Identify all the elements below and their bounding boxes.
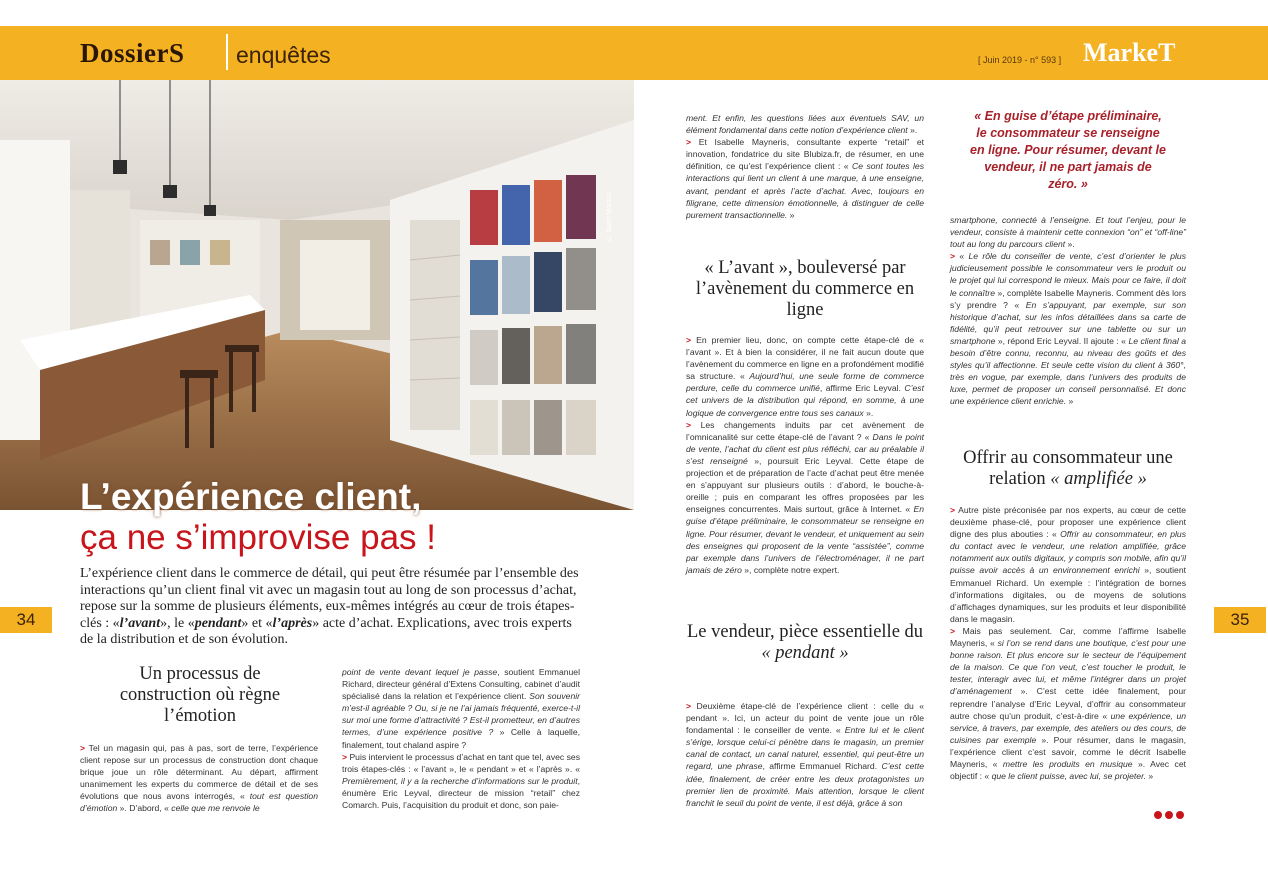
end-of-article-dots-icon (1154, 806, 1187, 824)
page-number-left: 34 (0, 607, 52, 633)
article-title-line-2: ça ne s’improvise pas ! (80, 518, 436, 557)
brand-logo: MarkeT (1083, 38, 1176, 67)
body-text: Les changements induits par cet avènement de l’omnicanalité sur cette étape-clé de l’avant ? « (686, 419, 924, 442)
body-text: Tel un magasin qui, pas à pas, sort de terre, l’expérience client repose sur un processus de construction dont chaque brique joue un rôle déterminant. Au départ, affirment unanimement les experts du commerce de détail et de ses évolutions que nous avons interrogés, « (80, 743, 318, 802)
body-text: » (789, 209, 795, 220)
body-quote: mettre les produits en musique (1002, 758, 1133, 769)
column-3-bottom: > Deuxième étape-clé de l’expérience client : celle du « pendant ». Ici, un acteur du point de vente joue un rôle fondamental : le conseiller de vente. « Entre lui et le client s’érige, lorsque celui-ci pénètre dans le magasin, un premier canal de contact, un canal naturel, essentiel, qui peut-être un regard, une phrase, affirme Emmanuel Richard. C’est cette idée, finalement, de créer entre les deux protagonistes un premier lien de proximité. Mais attention, lorsque le client franchit le seuil du point de vente, il est déjà, grâce à son (686, 701, 924, 808)
lead-text: », le « (160, 615, 195, 631)
body-quote: que le client puisse, avec lui, se projeter. (991, 771, 1147, 782)
body-text: , soutient Emmanuel Richard, directeur général d’Extens Consulting, cabinet d’audit spécialisé dans la relation et l’expérience client. (342, 667, 580, 702)
subhead-text: Offrir au consommateur une relation (963, 448, 1173, 489)
subhead-offrir (950, 448, 1186, 490)
body-quote: Le rôle du conseiller de vente, c’est d’orienter le plus judicieusement possible le consommateur vers le produit ou le projet qui lui correspond le mieux. Mais pour ce faire, il doit le connaître (950, 251, 1186, 298)
photo-illustration (0, 80, 634, 510)
body-quote: C’est cette idée, finalement, de créer entre les deux protagonistes un premier lien de proximité. Mais attention, lorsque le client franchit le seuil du point de vente, il est déjà, grâce à son (686, 761, 924, 808)
subsection-title: enquêtes (236, 42, 331, 68)
body-text: » (1148, 771, 1154, 782)
store-interior-photo (0, 80, 634, 510)
body-text: , affirme Eric Leyval. (819, 383, 901, 394)
body-quote: tout est question d’émotion (80, 791, 318, 814)
column-4-bottom: > Autre piste préconisée par nos experts, au cœur de cette deuxième phase-clé, pour proposer une expérience client digne des plus abouties : « Offrir au consommateur, en plus du contact avec le vendeur, une relation amplifiée, grâce notamment aux outils digitaux, y compris son mobile, afin qu’il puisse avoir accès à un environnement enrichi », soutient Emmanuel Richard. Un exemple : l’intégration de bornes d’informations digitales, ou de moyens de solutions d’affichages dynamiques, sur les produits et leur disponibilité dans le magasin. > Mais pas seulement. Car, comme l’affirme Isabelle Mayneris, « si l’on se rend dans une boutique, c’est pour une bonne raison. Et plus encore sur le secteur de l’équipement de la maison. Ce que l’on veut, c’est toucher le produit, le tester, interagir avec lui, et même l’intégrer dans un projet d’aménagement ». C’est cette idée finalement, pour reprendre l’analyse d’Eric Leyval, d’offrir au consommateur autre chose qu’un produit, c’est-à-dire « une expérience, un service, à travers, par exemple, des ateliers ou des cours, de cuisines par exemple ». Pour résumer, dans le magasin, l’expérience client c’est savoir, comme le décrit Isabelle Mayneris, « mettre les produits en musique ». Avec cet objectif : « que le client puisse, avec lui, se projeter. » (950, 505, 1187, 782)
page-number-right: 35 (1214, 607, 1266, 633)
body-quote: Aujourd’hui, une seule forme de commerce perdure, celle du commerce unifié (686, 371, 925, 394)
article-lead (80, 566, 580, 649)
column-1: > Tel un magasin qui, pas à pas, sort de terre, l’expérience client repose sur un processus de construction dont chaque brique joue un rôle déterminant. Au départ, affirment unanimement les experts du commerce de détail et de ses évolutions que nous avons interrogés, « tout est question d’émotion ». D’abord, « celle que me renvoie le (80, 743, 318, 814)
issue-label: [ Juin 2019 - n° 593 ] (978, 55, 1062, 65)
body-text: ». Avec cet objectif : « (950, 758, 1186, 782)
body-quote: En guise d’étape préliminaire, le consommateur se renseigne en ligne. Pour résumer, devant le vendeur, et uniquement au sein des enseignes qui proposent de la vente “assistée”, comme par exemple dans l’univers de l’électroménager, il ne part jamais de zéro (686, 504, 924, 575)
body-text: Autre piste préconisée par nos experts, au cœur de cette deuxième phase-clé, pour proposer une expérience client digne des plus abouties : « (950, 505, 1186, 540)
body-quote: smartphone, connecté à l’enseigne. Et tout l’enjeu, pour le vendeur, consiste à maintenir cette connexion “on” et “off-line” tout au long du parcours client (950, 215, 1186, 250)
body-quote: Entre lui et le client s’érige, lorsque celui-ci pénètre dans le magasin, un premier canal de contact, un canal naturel, essentiel, qui peut-être un regard, une phrase (686, 725, 924, 772)
section-title: DossierS (80, 38, 185, 68)
body-quote: En s’appuyant, par exemple, sur son historique d’achat, sur les infos détaillées dans sa carte de fidélité, qu’il peut retrouver sur une tablette ou sur un smartphone (950, 299, 1186, 346)
lead-text: L’expérience client dans le commerce de détail, qui peut être résumée par l’ensemble des interactions qu’un client final vit avec un magasin tout au long de son processus d’achat, repose sur la somme de plusieurs éléments, eux-mêmes intégrés au cœur de trois étapes-clés : « (80, 566, 579, 631)
body-quote: Ce sont toutes les interactions qui lient un client à une marque, à une enseigne, avant, pendant et après l’acte d’achat. Avec, toujours en filigrane, cette dimension émotionnelle, à distinguer de celle purement transactionnelle. (686, 161, 924, 220)
body-quote: point de vente devant lequel je passe (342, 667, 498, 677)
column-3-middle: > En premier lieu, donc, on compte cette étape-clé de « l’avant ». Et à bien la considérer, il ne fait aucun doute que l’avènement du commerce en ligne en a profondément modifié sa structure. « Aujourd’hui, une seule forme de commerce perdure, celle du commerce unifié, affirme Eric Leyval. C’est cet univers de la distribution qui répond, en somme, à une logique de convergence entre tous ses canaux ». > Les changements induits par cet avènement de l’omnicanalité sur cette étape-clé de l’avant ? « Dans le point de vente, l’achat du client est plus réfléchi, car au préalable il s’est renseigné », poursuit Eric Leyval. Cette étape de projection et de préparation de l’acte d’achat peut être menée en s’appuyant sur plusieurs outils : d’abord, le bouche-à-oreille ; puis en comparant les offres proposées par les enseignes concurrentes. Mais surtout, grâce à Internet. « En guise d’étape préliminaire, le consommateur se renseigne en ligne. Pour résumer, devant le vendeur, et uniquement au sein des enseignes qui proposent de la vente “assistée”, comme par exemple dans l’univers de l’électroménager, il ne part jamais de zéro », complète notre expert. (686, 335, 925, 575)
body-text: , énumère Eric Leyval, directeur de mission “retail” chez Comarch. Puis, l’acquisition du produit et donc, son paie- (342, 775, 580, 811)
body-quote: Son souvenir m’est-il agréable ? Ou, si je ne l’ai jamais fréquenté, exerce-t-il sur moi une forme d’attractivité ? Est-il prometteur, en d’autres termes, d’une expérience positive ? (342, 691, 580, 738)
header-band (0, 26, 1268, 80)
body-text: , affirme Emmanuel Richard. (762, 761, 878, 772)
body-text: », complète notre expert. (744, 564, 840, 575)
body-text: En premier lieu, donc, on compte cette étape-clé de « l’avant ». Et à bien la considérer, il ne fait aucun doute que l’avènement du commerce en ligne en a profondément modifié sa structure. « (686, 335, 925, 382)
column-4-top: smartphone, connecté à l’enseigne. Et tout l’enjeu, pour le vendeur, consiste à maintenir cette connexion “on” et “off-line” tout au long du parcours client ». > « Le rôle du conseiller de vente, c’est d’orienter le plus judicieusement possible le consommateur vers le produit ou le projet qui lui correspond le mieux. Mais pour ce faire, il doit le connaître », complète Isabelle Mayneris. Comment dès lors s’y prendre ? « En s’appuyant, par exemple, sur son historique d’achat, sur les infos détaillées dans sa carte de fidélité, qu’il peut retrouver sur une tablette ou sur un smartphone », répond Eric Leyval. Il ajoute : « Le client final a besoin d’être connu, reconnu, au niveau des goûts et des styles qu’il affectionne. Et seule cette vision du client à 360°, très en vogue, par exemple, dans l’univers des produits de luxe, permet de proposer un conseil personnalisé. Et donc une expérience client enrichie. » (950, 215, 1187, 407)
photo-credit: © Saint Maclou (606, 192, 613, 242)
body-text: ». (866, 407, 874, 418)
body-quote: celle que me renvoie le (171, 803, 260, 814)
body-text: ». (1067, 239, 1075, 250)
body-text: Puis intervient le processus d’achat en tant que tel, avec ses trois étapes-clés : « l’avant », le « pendant » et « l’après ». « (342, 751, 580, 774)
body-quote: Le client final a besoin d’être connu, reconnu, au niveau des goûts et des styles qu’il affectionne. Et seule cette vision du client à 360°, très en vogue, par exemple, dans l’univers des produits de luxe, permet de proposer un conseil personnalisé. Et donc une expérience client enrichie. (950, 335, 1187, 407)
subhead-emphasis: « pendant » (761, 643, 849, 663)
body-quote: si l’on se rend dans une boutique, c’est pour une bonne raison. Et plus encore sur le secteur de l’équipement de la maison. Ce que l’on veut, c’est toucher le produit, le tester, interagir avec lui, et même l’intégrer dans un projet d’aménagement (950, 638, 1186, 697)
lead-emphasis: l’après (272, 615, 313, 631)
column-2: point de vente devant lequel je passe, soutient Emmanuel Richard, directeur général d’Extens Consulting, cabinet d’audit spécialisé dans la relation et l’expérience client. Son souvenir m’est-il agréable ? Ou, si je ne l’ai jamais fréquenté, exerce-t-il sur moi une forme d’attractivité ? Est-il prometteur, en d’autres termes, d’une expérience positive ? » Celle à laquelle, finalement, tout chaland aspire ? > Puis intervient le processus d’achat en tant que tel, avec ses trois étapes-clés : « l’avant », le « pendant » et « l’après ». « Premièrement, il y a la recherche d’informations sur le produit, énumère Eric Leyval, directeur de mission “retail” chez Comarch. Puis, l’acquisition du produit et donc, son paie- (342, 667, 580, 811)
lead-text: » acte d’achat. Explications, avec trois experts de la distribution et de son évolution. (80, 615, 572, 647)
lead-emphasis: l’avant (119, 615, 161, 631)
body-text: » (1068, 396, 1074, 407)
body-text: Et Isabelle Mayneris, consultante experte “retail” et innovation, fondatrice du site Blubiza.fr, de résumer, en une définition, ce qu’est l’expérience client : « (686, 137, 925, 172)
subhead-construction: Un processus de construction où règne l’émotion (119, 664, 281, 726)
body-text: », répond Eric Leyval. Il ajoute : « (997, 335, 1126, 346)
article-title-line-1: L’expérience client, (80, 476, 422, 517)
body-quote: Premièrement, il y a la recherche d’informations sur le produit (342, 775, 578, 786)
body-text: « (959, 251, 965, 262)
header-separator (226, 34, 228, 70)
body-quote: ment. Et enfin, les questions liées aux éventuels SAV, un élément fondamental dans cette notion d’expérience client (686, 113, 924, 136)
body-quote: Offrir au consommateur, en plus du contact avec le vendeur, une relation amplifiée, grâce notamment aux outils digitaux, y compris son mobile, afin qu’il puisse avoir accès à un environnement enrichi (950, 529, 1187, 576)
subhead-vendeur (686, 622, 924, 664)
body-text: ». Pour résumer, dans le magasin, l’expérience client c’est savoir, comme le décrit Isabelle Mayneris, « (950, 734, 1186, 769)
body-text: Mais pas seulement. Car, comme l’affirme Isabelle Mayneris, « (950, 625, 1186, 649)
body-quote: Dans le point de vente, l’achat du client est plus réfléchi, car au préalable il s’est renseigné (686, 431, 924, 466)
body-quote: C’est cet univers de la distribution qui répond, en somme, à une logique de convergence entre tous ses canaux (686, 383, 924, 418)
body-text: ». C’est cette idée finalement, pour reprendre l’analyse d’Eric Leyval, d’offrir au consommateur autre chose qu’un produit, c’est-à-dire « (950, 686, 1186, 721)
body-text: », soutient Emmanuel Richard. Un exemple : l’intégration de bornes d’informations digitales, ou de moyens de solutions d’affichages dynamiques, sur les produits et leur disponibilité dans le magasin. (950, 565, 1187, 624)
body-text: », poursuit Eric Leyval. Cette étape de projection et de préparation de l’acte d’achat peut être menée en s’appuyant sur plusieurs outils : d’abord, le bouche-à-oreille ; puis en comparant les offres proposées par les enseignes concurrentes. Mais surtout, grâce à Internet. « (686, 455, 925, 515)
body-text: ». (910, 125, 918, 136)
column-3-top: ment. Et enfin, les questions liées aux éventuels SAV, un élément fondamental dans cette notion d’expérience client ». > Et Isabelle Mayneris, consultante experte “retail” et innovation, fondatrice du site Blubiza.fr, de résumer, en une définition, ce qu’est l’expérience client : « Ce sont toutes les interactions qui lient un client à une marque, à une enseigne, avant, pendant et après l’acte d’achat. Avec, toujours en filigrane, cette dimension émotionnelle, à distinguer de celle purement transactionnelle. » (686, 113, 925, 220)
subhead-avant: « L’avant », bouleversé par l’avènement du commerce en ligne (695, 258, 915, 320)
body-text: », complète Isabelle Mayneris. Comment dès lors s’y prendre ? « (950, 287, 1186, 310)
pull-quote: « En guise d’étape préliminaire, le consommateur se renseigne en ligne. Pour résumer, devant le vendeur, il ne part jamais de zéro. » (970, 109, 1166, 191)
subhead-emphasis: « amplifiée » (1050, 469, 1147, 489)
body-text: Deuxième étape-clé de l’expérience client : celle du « pendant ». Ici, un acteur du point de vente joue un rôle fondamental : le conseiller de vente. « (686, 701, 924, 736)
body-text: » Celle à laquelle, finalement, tout chaland aspire ? (342, 727, 580, 750)
body-quote: une expérience, un service, à travers, par exemple, des ateliers ou des cours, de cuisines par exemple (950, 710, 1187, 745)
body-text: ». D’abord, « (119, 803, 169, 814)
lead-emphasis: pendant (194, 615, 242, 631)
subhead-text: Le vendeur, pièce essentielle du (686, 622, 924, 642)
lead-text: » et « (241, 615, 273, 631)
